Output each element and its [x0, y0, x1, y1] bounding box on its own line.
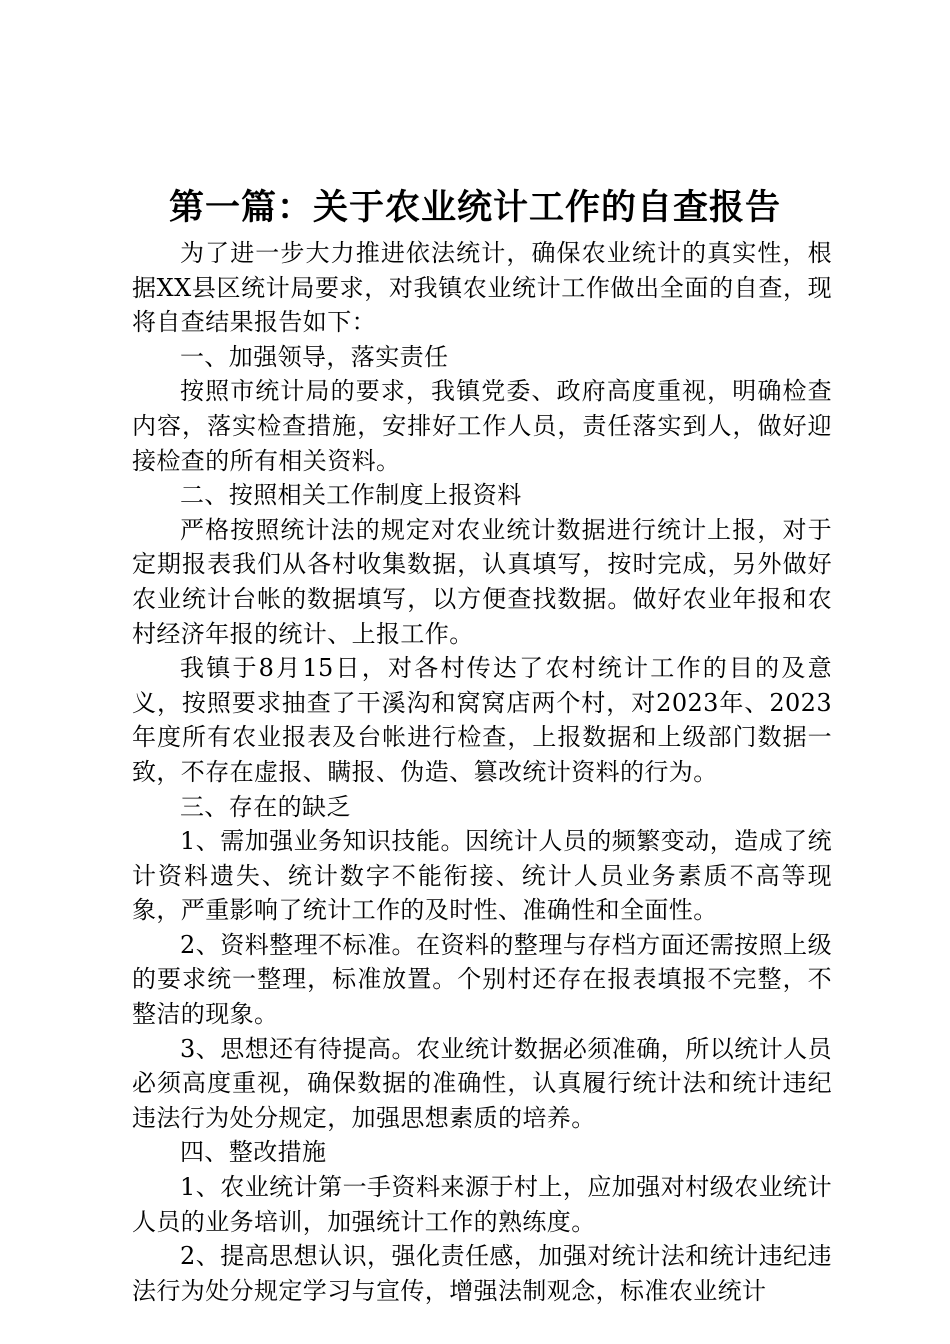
document-title: 第一篇：关于农业统计工作的自查报告: [168, 187, 781, 228]
body-paragraph: 2、提高思想认识，强化责任感，加强对统计法和统计违纪违法行为处分规定学习与宣传，增强法制观念，标准农业统计: [132, 1242, 832, 1305]
document-body: [132, 236, 832, 1308]
section-heading-1: 一、加强领导，落实责任: [180, 342, 449, 371]
body-paragraph: 3、思想还有待提高。农业统计数据必须准确，所以统计人员必须高度重视，确保数据的准确性，认真履行统计法和统计违纪违法行为处分规定，加强思想素质的培养。: [132, 1034, 832, 1132]
body-paragraph: 2、资料整理不标准。在资料的整理与存档方面还需按照上级的要求统一整理，标准放置。个别村还存在报表填报不完整，不整洁的现象。: [132, 930, 832, 1029]
body-paragraph: 1、需加强业务知识技能。因统计人员的频繁变动，造成了统计资料遗失、统计数字不能衔接、统计人员业务素质不高等现象，严重影响了统计工作的及时性、准确性和全面性。: [132, 827, 832, 925]
body-paragraph: 按照市统计局的要求，我镇党委、政府高度重视，明确检查内容，落实检查措施，安排好工作人员，责任落实到人，做好迎接检查的所有相关资料。: [132, 377, 832, 475]
section-heading-2: 二、按照相关工作制度上报资料: [180, 481, 522, 510]
section-heading-4: 四、整改措施: [180, 1138, 327, 1167]
body-paragraph: 1、农业统计第一手资料来源于村上，应加强对村级农业统计人员的业务培训，加强统计工作的熟练度。: [132, 1173, 832, 1236]
body-paragraph: 我镇于8月15日，对各村传达了农村统计工作的目的及意义，按照要求抽查了干溪沟和窝窝店两个村，对2023年、2023年度所有农业报表及台帐进行检查，上报数据和上级部门数据一致，不存在虚报、瞒报、伪造、篡改统计资料的行为。: [132, 654, 832, 786]
section-heading-3: 三、存在的缺乏: [180, 792, 351, 821]
intro-paragraph: 为了进一步大力推进依法统计，确保农业统计的真实性，根据XX县区统计局要求，对我镇农业统计工作做出全面的自查，现将自查结果报告如下：: [132, 239, 832, 337]
body-paragraph: 严格按照统计法的规定对农业统计数据进行统计上报，对于定期报表我们从各村收集数据，认真填写，按时完成，另外做好农业统计台帐的数据填写，以方便查找数据。做好农业年报和农村经济年报的统计、上报工作。: [132, 515, 832, 648]
